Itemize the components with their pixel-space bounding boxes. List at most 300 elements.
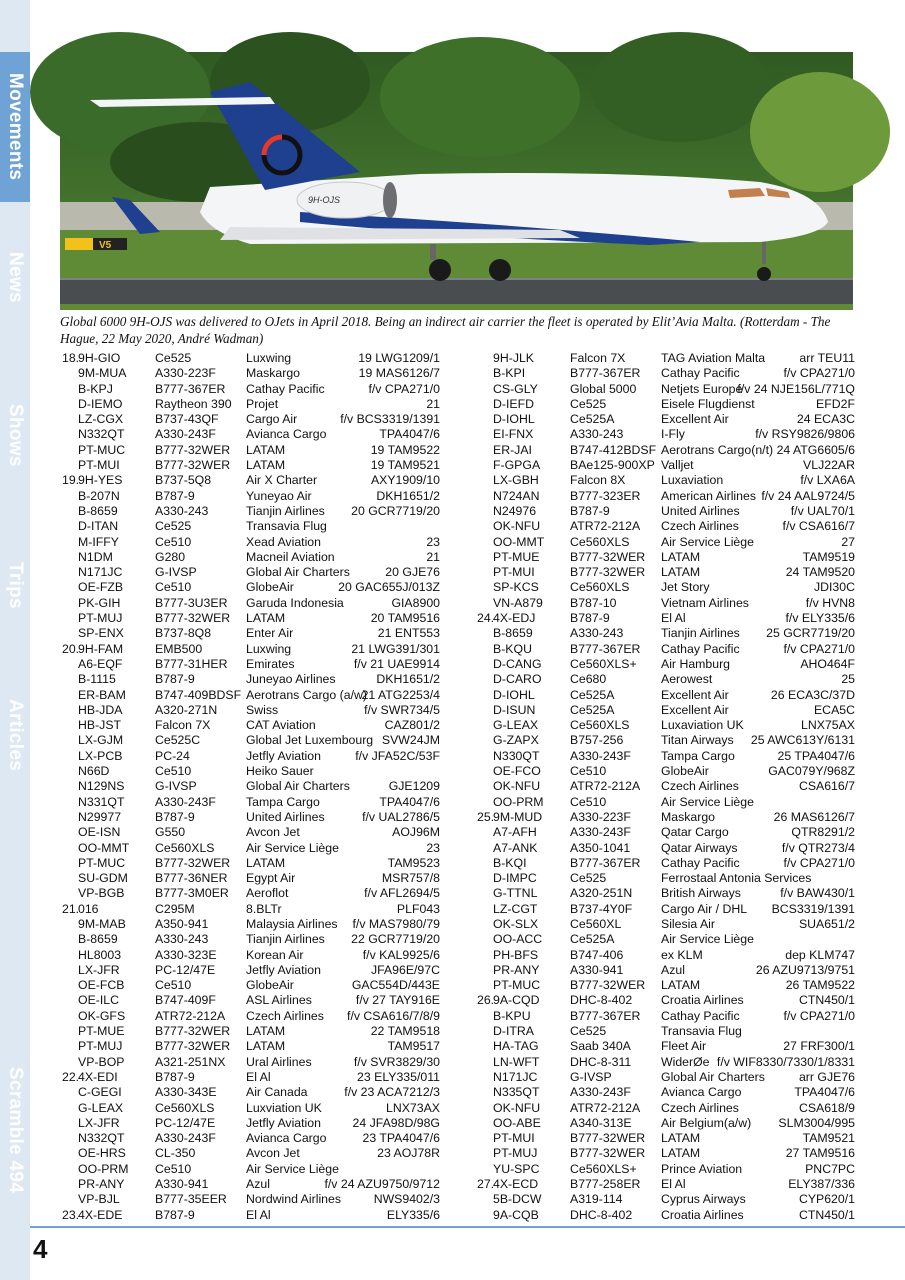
movement-registration: N171JC (493, 1069, 538, 1084)
movement-row (62, 657, 440, 672)
movement-date: 20. (62, 641, 80, 656)
movement-row (62, 779, 440, 794)
movement-registration: OK-SLX (493, 916, 539, 931)
svg-text:V5: V5 (99, 240, 112, 251)
sidebar-tab-news[interactable]: News (5, 251, 26, 303)
movement-operator: Global Air Charters (661, 1069, 765, 1084)
movement-date: 19. (62, 473, 80, 488)
movement-row (62, 978, 440, 993)
movement-flight: LNX75AX (800, 718, 855, 733)
movement-row (477, 1162, 855, 1177)
movement-operator: Yuneyao Air (246, 488, 312, 503)
movement-aircraft-type: Ce525A (570, 702, 615, 717)
sidebar-tab-articles[interactable]: Articles (5, 698, 26, 772)
sidebar-tab-scramble[interactable]: Scramble 494 (5, 1066, 26, 1194)
movement-flight: SVW24JM (381, 733, 440, 748)
movement-registration: PT-MUJ (493, 1146, 538, 1161)
movement-aircraft-type: A319-114 (570, 1192, 623, 1207)
movement-aircraft-type: B787-9 (155, 1069, 195, 1084)
movement-aircraft-type: Ce525 (570, 1024, 607, 1039)
movement-aircraft-type: Ce525 (155, 351, 192, 365)
movement-aircraft-type: B737-43QF (155, 412, 219, 427)
movement-row (477, 1101, 855, 1116)
movement-row (477, 886, 855, 901)
movement-operator: Avcon Jet (246, 825, 300, 840)
movement-operator: Vietnam Airlines (661, 595, 749, 610)
movement-aircraft-type: Ce560XLS (155, 1100, 215, 1115)
movement-date: 21. (62, 901, 80, 916)
movement-operator: Netjets Europe (661, 381, 743, 396)
movement-row (477, 703, 855, 718)
movement-registration: A7-AFH (493, 825, 537, 840)
movement-operator: LATAM (246, 1039, 286, 1054)
movement-row (477, 672, 855, 687)
movement-operator: Air Service Liège (661, 794, 754, 809)
movement-row (477, 810, 855, 825)
movement-aircraft-type: Ce680 (570, 672, 607, 687)
movement-registration: LZ-CGX (78, 412, 124, 427)
movement-row (62, 382, 440, 397)
movement-registration: ER-BAM (78, 687, 126, 702)
movement-aircraft-type: B777-31HER (155, 656, 228, 671)
movement-registration: N724AN (493, 488, 540, 503)
movement-aircraft-type: Ce560XLS+ (570, 1161, 637, 1176)
movement-row (477, 550, 855, 565)
movement-row (62, 1101, 440, 1116)
movement-registration: OK-NFU (493, 1100, 541, 1115)
movement-flight: PNC7PC (805, 1161, 855, 1176)
sidebar-tab-trips[interactable]: Trips (5, 561, 26, 609)
movements-column-right (477, 351, 855, 1221)
movement-row (62, 764, 440, 779)
movement-row (62, 1146, 440, 1161)
movement-operator: Transavia Flug (661, 1024, 742, 1039)
movement-operator: Luxviation UK (246, 1100, 322, 1115)
movement-registration: OO-PRM (78, 1161, 129, 1176)
movement-registration: B-8659 (493, 626, 533, 641)
movement-aircraft-type: B787-9 (155, 488, 195, 503)
movement-registration: PT-MUE (78, 1024, 125, 1039)
movement-operator: 8.BLTr (246, 901, 282, 916)
movement-operator: GlobeAir (246, 580, 294, 595)
movement-aircraft-type: Ce560XL (570, 916, 622, 931)
movement-registration: OO-PRM (493, 794, 544, 809)
movement-aircraft-type: A320-251N (570, 886, 633, 901)
movement-operator: Aeroflot (246, 886, 289, 901)
movement-row (477, 993, 855, 1008)
movement-operator: Nordwind Airlines (246, 1192, 342, 1207)
movement-registration: D-IEFD (493, 396, 534, 411)
movement-aircraft-type: B787-9 (570, 611, 610, 626)
movement-registration: OO-ACC (493, 932, 543, 947)
movement-operator: Air Canada (246, 1085, 308, 1100)
movement-aircraft-type: Ce525C (155, 733, 201, 748)
movement-aircraft-type: B777-32WER (155, 442, 231, 457)
movement-row (477, 366, 855, 381)
movement-aircraft-type: Saab 340A (570, 1039, 631, 1054)
movement-row (62, 1192, 440, 1207)
movement-flight: 24 ECA3C (796, 412, 855, 427)
movement-operator: Air Service Liège (661, 534, 754, 549)
movement-operator: Emirates (246, 656, 295, 671)
movement-flight: TPA4047/6 (379, 427, 440, 442)
movement-flight: 21 (426, 549, 440, 564)
movement-row (62, 473, 440, 488)
movement-registration: G-TTNL (493, 886, 538, 901)
movement-registration: B-8659 (78, 932, 118, 947)
movement-row (477, 856, 855, 871)
movement-registration: YU-SPC (493, 1161, 540, 1176)
movement-aircraft-type: CL-350 (155, 1146, 196, 1161)
movement-registration: B-KPJ (78, 381, 113, 396)
movement-flight: 27 (841, 534, 855, 549)
movement-row (62, 550, 440, 565)
movement-flight: 26 AZU9713/9751 (755, 962, 855, 977)
movement-operator: LATAM (661, 549, 701, 564)
movement-operator: Cargo Air / DHL (661, 901, 748, 916)
movement-registration: M-IFFY (78, 534, 119, 549)
movement-row (62, 519, 440, 534)
movement-aircraft-type: ATR72-212A (570, 519, 641, 534)
movement-operator: Jetfly Aviation (246, 748, 321, 763)
movement-operator: ASL Airlines (246, 993, 312, 1008)
svg-text:9H-OJS: 9H-OJS (308, 195, 341, 205)
movement-flight: TPA4047/6 (379, 794, 440, 809)
movement-aircraft-type: Ce525 (570, 396, 607, 411)
movement-row (477, 382, 855, 397)
movement-aircraft-type: B757-256 (570, 733, 624, 748)
movement-operator: Enter Air (246, 626, 294, 641)
movement-flight: 26 MAS6126/7 (773, 809, 855, 824)
movement-aircraft-type: B777-32WER (570, 1131, 646, 1146)
movement-registration: OO-MMT (493, 534, 545, 549)
movement-operator: Croatia Airlines (661, 1207, 744, 1222)
movement-row (62, 351, 440, 366)
movement-row (62, 443, 440, 458)
movement-row (62, 611, 440, 626)
movement-flight: f/v WIF8330/7330/1/8331 (716, 1054, 855, 1069)
movement-registration: 9A-CQB (493, 1207, 539, 1222)
movement-row (477, 1192, 855, 1207)
movement-registration: PT-MUI (493, 565, 535, 580)
movement-row (62, 397, 440, 412)
movement-flight: 19 MAS6126/7 (358, 366, 440, 381)
movement-operator: Luxaviation UK (661, 718, 744, 733)
movement-aircraft-type: Ce560XLS (155, 840, 215, 855)
movement-operator: Heiko Sauer (246, 764, 314, 779)
movement-operator: Ural Airlines (246, 1054, 312, 1069)
movement-flight: f/v AFL2694/5 (364, 886, 440, 901)
jet-gear-main (430, 244, 436, 260)
movement-aircraft-type: A330-243 (155, 503, 209, 518)
movement-row (477, 948, 855, 963)
movement-date: 25. (477, 809, 495, 824)
movement-flight: 21 ENT553 (377, 626, 440, 641)
movement-flight: AXY1909/10 (370, 473, 440, 488)
movement-operator: Projet (246, 396, 279, 411)
movement-aircraft-type: A330-243F (570, 748, 631, 763)
movement-aircraft-type: Ce525A (570, 932, 615, 947)
movement-flight: DKH1651/2 (376, 488, 440, 503)
movement-operator: Global Air Charters (246, 779, 350, 794)
movement-registration: PT-MUJ (78, 1039, 123, 1054)
movement-operator: Luxwing (246, 641, 292, 656)
movement-flight: f/v SVR3829/30 (353, 1054, 440, 1069)
movement-operator: Qatar Airways (661, 840, 738, 855)
movement-flight: CTN450/1 (798, 993, 855, 1008)
movement-row (62, 366, 440, 381)
movement-flight: 20 GJE76 (385, 565, 440, 580)
movement-operator: Tianjin Airlines (246, 503, 325, 518)
movement-flight: 23 AOJ78R (377, 1146, 440, 1161)
movement-aircraft-type: Ce525 (155, 519, 192, 534)
sidebar-tab-movements[interactable]: Movements (0, 52, 30, 202)
movement-row (477, 978, 855, 993)
movement-row (62, 642, 440, 657)
movement-registration: OK-NFU (493, 779, 541, 794)
movement-registration: LX-JFR (78, 1115, 120, 1130)
movement-registration: A6-EQF (78, 656, 123, 671)
movement-registration: 9H-JLK (493, 351, 535, 365)
movement-flight: f/v QTR273/4 (781, 840, 855, 855)
movement-row (477, 718, 855, 733)
movement-operator: Valljet (661, 458, 694, 473)
movement-row (62, 565, 440, 580)
movement-registration: 9M-MUD (493, 809, 543, 824)
movement-row (62, 795, 440, 810)
movement-aircraft-type: B787-10 (570, 595, 617, 610)
movements-column-left (62, 351, 440, 1221)
movement-flight: CYP620/1 (798, 1192, 855, 1207)
movement-aircraft-type: Global 5000 (570, 381, 637, 396)
movement-aircraft-type: B737-8Q8 (155, 626, 212, 641)
movement-date: 18. (62, 351, 80, 365)
movement-aircraft-type: B777-32WER (155, 1024, 231, 1039)
movement-registration: 4X-ECD (493, 1177, 539, 1192)
movement-flight: f/v CPA271/0 (783, 855, 855, 870)
movement-aircraft-type: B777-367ER (570, 1008, 641, 1023)
movement-aircraft-type: Ce510 (155, 580, 192, 595)
movement-flight: 26 TAM9522 (785, 978, 855, 993)
movement-flight: f/v CPA271/0 (783, 1008, 855, 1023)
movement-flight: f/v UAL2786/5 (362, 809, 440, 824)
movement-flight: 25 GCR7719/20 (766, 626, 855, 641)
movement-flight: LNX73AX (385, 1100, 440, 1115)
movement-aircraft-type: B747-406 (570, 947, 624, 962)
movement-row (62, 580, 440, 595)
movement-aircraft-type: BAe125-900XP (570, 458, 655, 473)
movement-operator: TAG Aviation Malta (661, 351, 766, 365)
movement-operator: Azul (661, 962, 685, 977)
movement-aircraft-type: B787-9 (155, 809, 195, 824)
movement-aircraft-type: B777-32WER (155, 611, 231, 626)
movement-operator: LATAM (246, 1024, 286, 1039)
movement-flight: GAC554D/443E (351, 978, 440, 993)
movement-registration: PH-BFS (493, 947, 539, 962)
movement-aircraft-type: B747-409BDSF (155, 687, 242, 702)
movement-flight: 21 (426, 396, 440, 411)
movement-row (477, 764, 855, 779)
movement-row (62, 1116, 440, 1131)
movement-flight: CSA616/7 (798, 779, 855, 794)
movement-row (62, 427, 440, 442)
movement-flight: f/v KAL9925/6 (362, 947, 440, 962)
movement-row (477, 1009, 855, 1024)
movement-flight: f/v 24 AZU9750/9712 (324, 1177, 440, 1192)
movement-aircraft-type: A321-251NX (155, 1054, 226, 1069)
movement-operator: Xead Aviation (246, 534, 321, 549)
movement-flight: NWS9402/3 (373, 1192, 440, 1207)
movement-aircraft-type: B777-323ER (570, 488, 641, 503)
movement-operator: Maskargo (661, 809, 715, 824)
movement-registration: N332QT (78, 1131, 125, 1146)
movement-aircraft-type: A330-243 (155, 932, 209, 947)
movement-operator: Air X Charter (246, 473, 318, 488)
movement-row (477, 1024, 855, 1039)
movement-row (62, 1085, 440, 1100)
movement-row (62, 917, 440, 932)
movement-operator: LATAM (246, 458, 286, 473)
movement-registration: D-CANG (493, 656, 542, 671)
movement-registration: N129NS (78, 779, 125, 794)
movement-row (62, 458, 440, 473)
movement-flight: 23 (426, 534, 440, 549)
runway (60, 278, 853, 304)
movement-operator: Ferrostaal Antonia Services (661, 871, 812, 886)
movement-flight: 25 (841, 672, 855, 687)
movement-aircraft-type: A330-223F (155, 366, 216, 381)
movement-aircraft-type: B737-4Y0F (570, 901, 633, 916)
movement-operator: Prince Aviation (661, 1161, 743, 1176)
sidebar-tab-shows[interactable]: Shows (5, 403, 26, 467)
movement-registration: OK-NFU (493, 519, 541, 534)
movement-aircraft-type: G-IVSP (570, 1069, 612, 1084)
movement-row (62, 1177, 440, 1192)
movement-registration: C-GEGI (78, 1085, 122, 1100)
movement-operator: Juneyao Airlines (246, 672, 336, 687)
movement-aircraft-type: Raytheon 390 (155, 396, 232, 411)
movement-flight: f/v LXA6A (800, 473, 855, 488)
footer-rule (30, 1226, 905, 1228)
movement-aircraft-type: B747-412BDSF (570, 442, 657, 457)
movement-operator: Tampa Cargo (246, 794, 320, 809)
movement-aircraft-type: Ce510 (155, 534, 192, 549)
movement-operator: GlobeAir (246, 978, 294, 993)
movement-flight: TAM9517 (387, 1039, 440, 1054)
movement-operator: Luxwing (246, 351, 292, 365)
movement-row (477, 1116, 855, 1131)
movement-flight: AHO464F (800, 656, 855, 671)
movement-aircraft-type: DHC-8-311 (570, 1054, 632, 1069)
movement-registration: SU-GDM (78, 871, 128, 886)
movement-row (62, 489, 440, 504)
movement-registration: G-LEAX (78, 1100, 124, 1115)
movement-registration: EI-FNX (493, 427, 534, 442)
movement-registration: D-ISUN (493, 702, 536, 717)
movement-flight: 19 TAM9522 (370, 442, 440, 457)
movement-registration: LZ-CGT (493, 901, 538, 916)
movement-aircraft-type: G-IVSP (155, 565, 197, 580)
tree (380, 37, 580, 157)
movement-aircraft-type: Ce525 (570, 871, 607, 886)
movement-flight: f/v 24 NJE156L/771Q (737, 381, 855, 396)
grass-strip (60, 304, 853, 310)
movement-aircraft-type: B787-9 (155, 1207, 195, 1222)
movement-registration: VP-BGB (78, 886, 125, 901)
movement-operator: Korean Air (246, 947, 304, 962)
movement-aircraft-type: B777-35EER (155, 1192, 227, 1207)
movement-operator: Avianca Cargo (246, 427, 327, 442)
movement-registration: D-ITRA (493, 1024, 534, 1039)
movement-row (477, 825, 855, 840)
movement-operator: Maskargo (246, 366, 300, 381)
movement-aircraft-type: A330-243F (155, 427, 216, 442)
movement-flight: GAC079Y/968Z (768, 764, 855, 779)
movement-operator: LATAM (246, 611, 286, 626)
movement-registration: OE-FCO (493, 764, 541, 779)
movement-row (477, 611, 855, 626)
movement-registration: 4X-EDE (78, 1207, 123, 1222)
movement-row (62, 718, 440, 733)
movement-operator: Titan Airways (661, 733, 734, 748)
movement-date: 27. (477, 1177, 495, 1192)
movement-row (477, 779, 855, 794)
movement-registration: OE-FCB (78, 978, 125, 993)
movement-operator: WiderØe (661, 1054, 710, 1069)
movement-registration: 9M-MAB (78, 916, 126, 931)
movement-flight: 23 (426, 840, 440, 855)
movement-aircraft-type: Ce510 (155, 978, 192, 993)
movement-flight: JDI30C (813, 580, 855, 595)
movement-operator: Cargo Air (246, 412, 298, 427)
movement-registration: PT-MUI (78, 458, 120, 473)
movement-registration: N24976 (493, 503, 537, 518)
movement-aircraft-type: B777-32WER (570, 565, 646, 580)
movement-operator: Avianca Cargo (661, 1085, 742, 1100)
movement-flight: f/v CSA616/7 (782, 519, 855, 534)
movement-operator: Silesia Air (661, 916, 715, 931)
section-sidebar (0, 0, 30, 1280)
movement-flight: f/v ELY335/6 (785, 611, 855, 626)
movement-row (62, 948, 440, 963)
movement-aircraft-type: A350-1041 (570, 840, 631, 855)
movement-aircraft-type: DHC-8-402 (570, 993, 633, 1008)
movement-row (62, 1055, 440, 1070)
movement-flight: TAM9521 (802, 1131, 855, 1146)
movement-registration: B-KPU (493, 1008, 531, 1023)
movement-registration: PT-MUC (78, 442, 126, 457)
movement-registration: D-ITAN (78, 519, 119, 534)
movement-row (477, 733, 855, 748)
movement-registration: HB-JST (78, 718, 122, 733)
movement-flight: 24 ATG6605/6 (776, 442, 855, 457)
movement-operator: Aerowest (661, 672, 713, 687)
movement-row (477, 489, 855, 504)
movement-flight: f/v UAL70/1 (790, 503, 855, 518)
movement-row (477, 963, 855, 978)
movement-row (62, 932, 440, 947)
movement-registration: OO-MMT (78, 840, 130, 855)
movement-registration: D-IEMO (78, 396, 123, 411)
movement-row (477, 642, 855, 657)
movement-flight: 27 FRF300/1 (783, 1039, 855, 1054)
movement-flight: dep KLM747 (785, 947, 855, 962)
movement-registration: HB-JDA (78, 702, 123, 717)
movement-operator: Air Belgium(a/w) (661, 1115, 752, 1130)
movement-row (62, 902, 440, 917)
movement-flight: 21 LWG391/301 (351, 641, 440, 656)
movement-flight: f/v CPA271/0 (783, 366, 855, 381)
